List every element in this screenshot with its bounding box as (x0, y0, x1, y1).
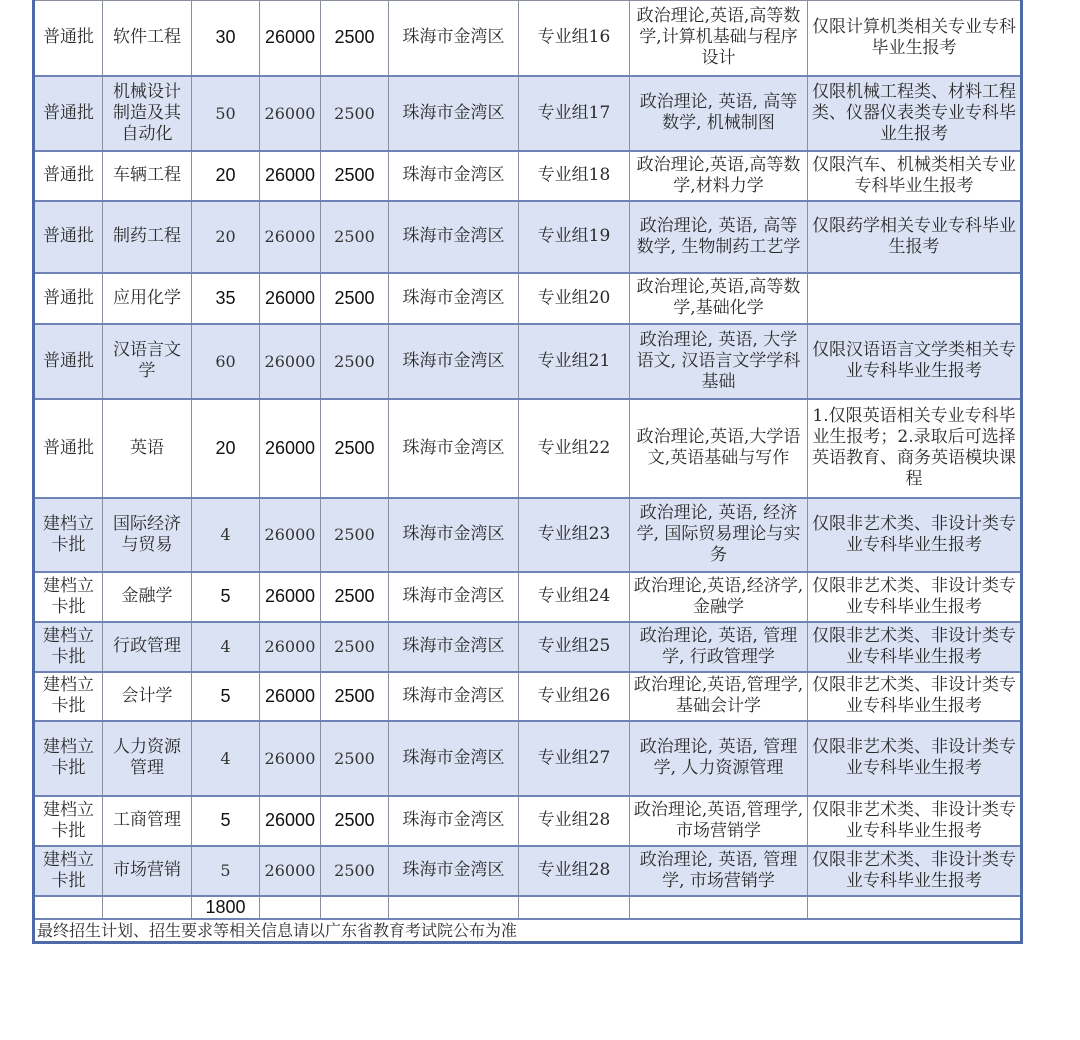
exam-subjects-cell: 政治理论,英语,高等数学,基础化学 (630, 273, 808, 324)
batch-cell: 普通批 (34, 273, 103, 324)
batch-cell: 建档立卡批 (34, 846, 103, 896)
tuition-cell: 26000 (260, 151, 321, 201)
group-cell: 专业组21 (519, 324, 630, 399)
requirement-cell: 仅限非艺术类、非设计类专业专科毕业生报考 (808, 672, 1022, 721)
group-cell: 专业组28 (519, 796, 630, 846)
group-cell: 专业组20 (519, 273, 630, 324)
requirement-cell: 仅限汽车、机械类相关专业专科毕业生报考 (808, 151, 1022, 201)
group-cell: 专业组23 (519, 498, 630, 572)
tuition-cell: 26000 (260, 796, 321, 846)
lodging-fee-cell: 2500 (321, 273, 389, 324)
exam-subjects-cell: 政治理论,英语,管理学,市场营销学 (630, 796, 808, 846)
table-row (34, 273, 1022, 324)
quota-cell: 20 (192, 399, 260, 498)
batch-cell: 建档立卡批 (34, 498, 103, 572)
empty-cell (34, 896, 103, 919)
table-row (34, 151, 1022, 201)
table-row (34, 324, 1022, 399)
empty-cell (260, 896, 321, 919)
major-cell: 国际经济与贸易 (103, 498, 192, 572)
table-row (34, 721, 1022, 796)
lodging-fee-cell: 2500 (321, 846, 389, 896)
lodging-fee-cell: 2500 (321, 622, 389, 672)
requirement-cell (808, 273, 1022, 324)
quota-cell: 5 (192, 572, 260, 622)
group-cell: 专业组26 (519, 672, 630, 721)
major-cell: 市场营销 (103, 846, 192, 896)
quota-cell: 30 (192, 1, 260, 76)
quota-cell: 4 (192, 498, 260, 572)
major-cell: 制药工程 (103, 201, 192, 273)
tuition-cell: 26000 (260, 498, 321, 572)
location-cell: 珠海市金湾区 (389, 151, 519, 201)
exam-subjects-cell: 政治理论,英语,高等数学,材料力学 (630, 151, 808, 201)
major-cell: 金融学 (103, 572, 192, 622)
empty-cell (321, 896, 389, 919)
exam-subjects-cell: 政治理论,英语,经济学,金融学 (630, 572, 808, 622)
group-cell: 专业组18 (519, 151, 630, 201)
major-cell: 机械设计制造及其自动化 (103, 76, 192, 151)
tuition-cell: 26000 (260, 273, 321, 324)
group-cell: 专业组19 (519, 201, 630, 273)
lodging-fee-cell: 2500 (321, 399, 389, 498)
lodging-fee-cell: 2500 (321, 1, 389, 76)
location-cell: 珠海市金湾区 (389, 721, 519, 796)
tuition-cell: 26000 (260, 201, 321, 273)
table-row (34, 201, 1022, 273)
lodging-fee-cell: 2500 (321, 796, 389, 846)
exam-subjects-cell: 政治理论, 英语, 管理学, 行政管理学 (630, 622, 808, 672)
group-cell: 专业组25 (519, 622, 630, 672)
quota-cell: 20 (192, 201, 260, 273)
tuition-cell: 26000 (260, 846, 321, 896)
requirement-cell: 仅限非艺术类、非设计类专业专科毕业生报考 (808, 622, 1022, 672)
batch-cell: 普通批 (34, 324, 103, 399)
group-cell: 专业组22 (519, 399, 630, 498)
footnote-row (34, 919, 1022, 943)
tuition-cell: 26000 (260, 622, 321, 672)
table-row (34, 672, 1022, 721)
table-row (34, 846, 1022, 896)
lodging-fee-cell: 2500 (321, 324, 389, 399)
exam-subjects-cell: 政治理论, 英语, 管理学, 市场营销学 (630, 846, 808, 896)
requirement-cell: 仅限非艺术类、非设计类专业专科毕业生报考 (808, 721, 1022, 796)
location-cell: 珠海市金湾区 (389, 324, 519, 399)
tuition-cell: 26000 (260, 572, 321, 622)
requirement-cell: 1.仅限英语相关专业专科毕业生报考；2.录取后可选择英语教育、商务英语模块课程 (808, 399, 1022, 498)
major-cell: 英语 (103, 399, 192, 498)
tuition-cell: 26000 (260, 1, 321, 76)
group-cell: 专业组24 (519, 572, 630, 622)
location-cell: 珠海市金湾区 (389, 796, 519, 846)
table-row (34, 572, 1022, 622)
table-row (34, 399, 1022, 498)
empty-cell (519, 896, 630, 919)
batch-cell: 建档立卡批 (34, 721, 103, 796)
table-row (34, 76, 1022, 151)
exam-subjects-cell: 政治理论, 英语, 大学语文, 汉语言文学学科基础 (630, 324, 808, 399)
batch-cell: 建档立卡批 (34, 572, 103, 622)
tuition-cell: 26000 (260, 672, 321, 721)
major-cell: 行政管理 (103, 622, 192, 672)
lodging-fee-cell: 2500 (321, 201, 389, 273)
empty-cell (630, 896, 808, 919)
quota-cell: 35 (192, 273, 260, 324)
exam-subjects-cell: 政治理论, 英语, 经济学, 国际贸易理论与实务 (630, 498, 808, 572)
tuition-cell: 26000 (260, 76, 321, 151)
major-cell: 应用化学 (103, 273, 192, 324)
batch-cell: 建档立卡批 (34, 672, 103, 721)
lodging-fee-cell: 2500 (321, 721, 389, 796)
quota-cell: 60 (192, 324, 260, 399)
table-row (34, 796, 1022, 846)
quota-cell: 5 (192, 672, 260, 721)
table-row (34, 622, 1022, 672)
location-cell: 珠海市金湾区 (389, 399, 519, 498)
location-cell: 珠海市金湾区 (389, 672, 519, 721)
lodging-fee-cell: 2500 (321, 572, 389, 622)
exam-subjects-cell: 政治理论, 英语, 高等数学, 生物制药工艺学 (630, 201, 808, 273)
location-cell: 珠海市金湾区 (389, 572, 519, 622)
group-cell: 专业组28 (519, 846, 630, 896)
lodging-fee-cell: 2500 (321, 151, 389, 201)
batch-cell: 建档立卡批 (34, 796, 103, 846)
table-row (34, 498, 1022, 572)
location-cell: 珠海市金湾区 (389, 622, 519, 672)
requirement-cell: 仅限非艺术类、非设计类专业专科毕业生报考 (808, 572, 1022, 622)
exam-subjects-cell: 政治理论, 英语, 高等数学, 机械制图 (630, 76, 808, 151)
empty-cell (389, 896, 519, 919)
exam-subjects-cell: 政治理论,英语,高等数学,计算机基础与程序设计 (630, 1, 808, 76)
major-cell: 汉语言文学 (103, 324, 192, 399)
exam-subjects-cell: 政治理论, 英语, 管理学, 人力资源管理 (630, 721, 808, 796)
exam-subjects-cell: 政治理论,英语,管理学,基础会计学 (630, 672, 808, 721)
location-cell: 珠海市金湾区 (389, 201, 519, 273)
major-cell: 工商管理 (103, 796, 192, 846)
batch-cell: 普通批 (34, 201, 103, 273)
requirement-cell: 仅限非艺术类、非设计类专业专科毕业生报考 (808, 846, 1022, 896)
tuition-cell: 26000 (260, 399, 321, 498)
batch-cell: 普通批 (34, 399, 103, 498)
quota-cell: 4 (192, 622, 260, 672)
empty-cell (808, 896, 1022, 919)
major-cell: 人力资源管理 (103, 721, 192, 796)
batch-cell: 普通批 (34, 1, 103, 76)
quota-cell: 4 (192, 721, 260, 796)
total-quota-cell: 1800 (192, 896, 260, 919)
lodging-fee-cell: 2500 (321, 498, 389, 572)
enrollment-table-container (32, 0, 1020, 944)
requirement-cell: 仅限非艺术类、非设计类专业专科毕业生报考 (808, 498, 1022, 572)
requirement-cell: 仅限机械工程类、材料工程类、仪器仪表类专业专科毕业生报考 (808, 76, 1022, 151)
group-cell: 专业组27 (519, 721, 630, 796)
batch-cell: 普通批 (34, 76, 103, 151)
table-row (34, 1, 1022, 76)
lodging-fee-cell: 2500 (321, 672, 389, 721)
location-cell: 珠海市金湾区 (389, 846, 519, 896)
batch-cell: 建档立卡批 (34, 622, 103, 672)
location-cell: 珠海市金湾区 (389, 498, 519, 572)
batch-cell: 普通批 (34, 151, 103, 201)
group-cell: 专业组16 (519, 1, 630, 76)
location-cell: 珠海市金湾区 (389, 1, 519, 76)
quota-cell: 5 (192, 796, 260, 846)
location-cell: 珠海市金湾区 (389, 273, 519, 324)
quota-cell: 5 (192, 846, 260, 896)
quota-cell: 50 (192, 76, 260, 151)
requirement-cell: 仅限汉语语言文学类相关专业专科毕业生报考 (808, 324, 1022, 399)
footnote-text: 最终招生计划、招生要求等相关信息请以广东省教育考试院公布为准 (34, 919, 1022, 943)
requirement-cell: 仅限药学相关专业专科毕业生报考 (808, 201, 1022, 273)
empty-cell (103, 896, 192, 919)
tuition-cell: 26000 (260, 324, 321, 399)
major-cell: 车辆工程 (103, 151, 192, 201)
group-cell: 专业组17 (519, 76, 630, 151)
tuition-cell: 26000 (260, 721, 321, 796)
quota-cell: 20 (192, 151, 260, 201)
total-row (34, 896, 1022, 919)
lodging-fee-cell: 2500 (321, 76, 389, 151)
major-cell: 软件工程 (103, 1, 192, 76)
requirement-cell: 仅限非艺术类、非设计类专业专科毕业生报考 (808, 796, 1022, 846)
major-cell: 会计学 (103, 672, 192, 721)
exam-subjects-cell: 政治理论,英语,大学语文,英语基础与写作 (630, 399, 808, 498)
location-cell: 珠海市金湾区 (389, 76, 519, 151)
enrollment-table (32, 0, 1023, 944)
requirement-cell: 仅限计算机类相关专业专科毕业生报考 (808, 1, 1022, 76)
